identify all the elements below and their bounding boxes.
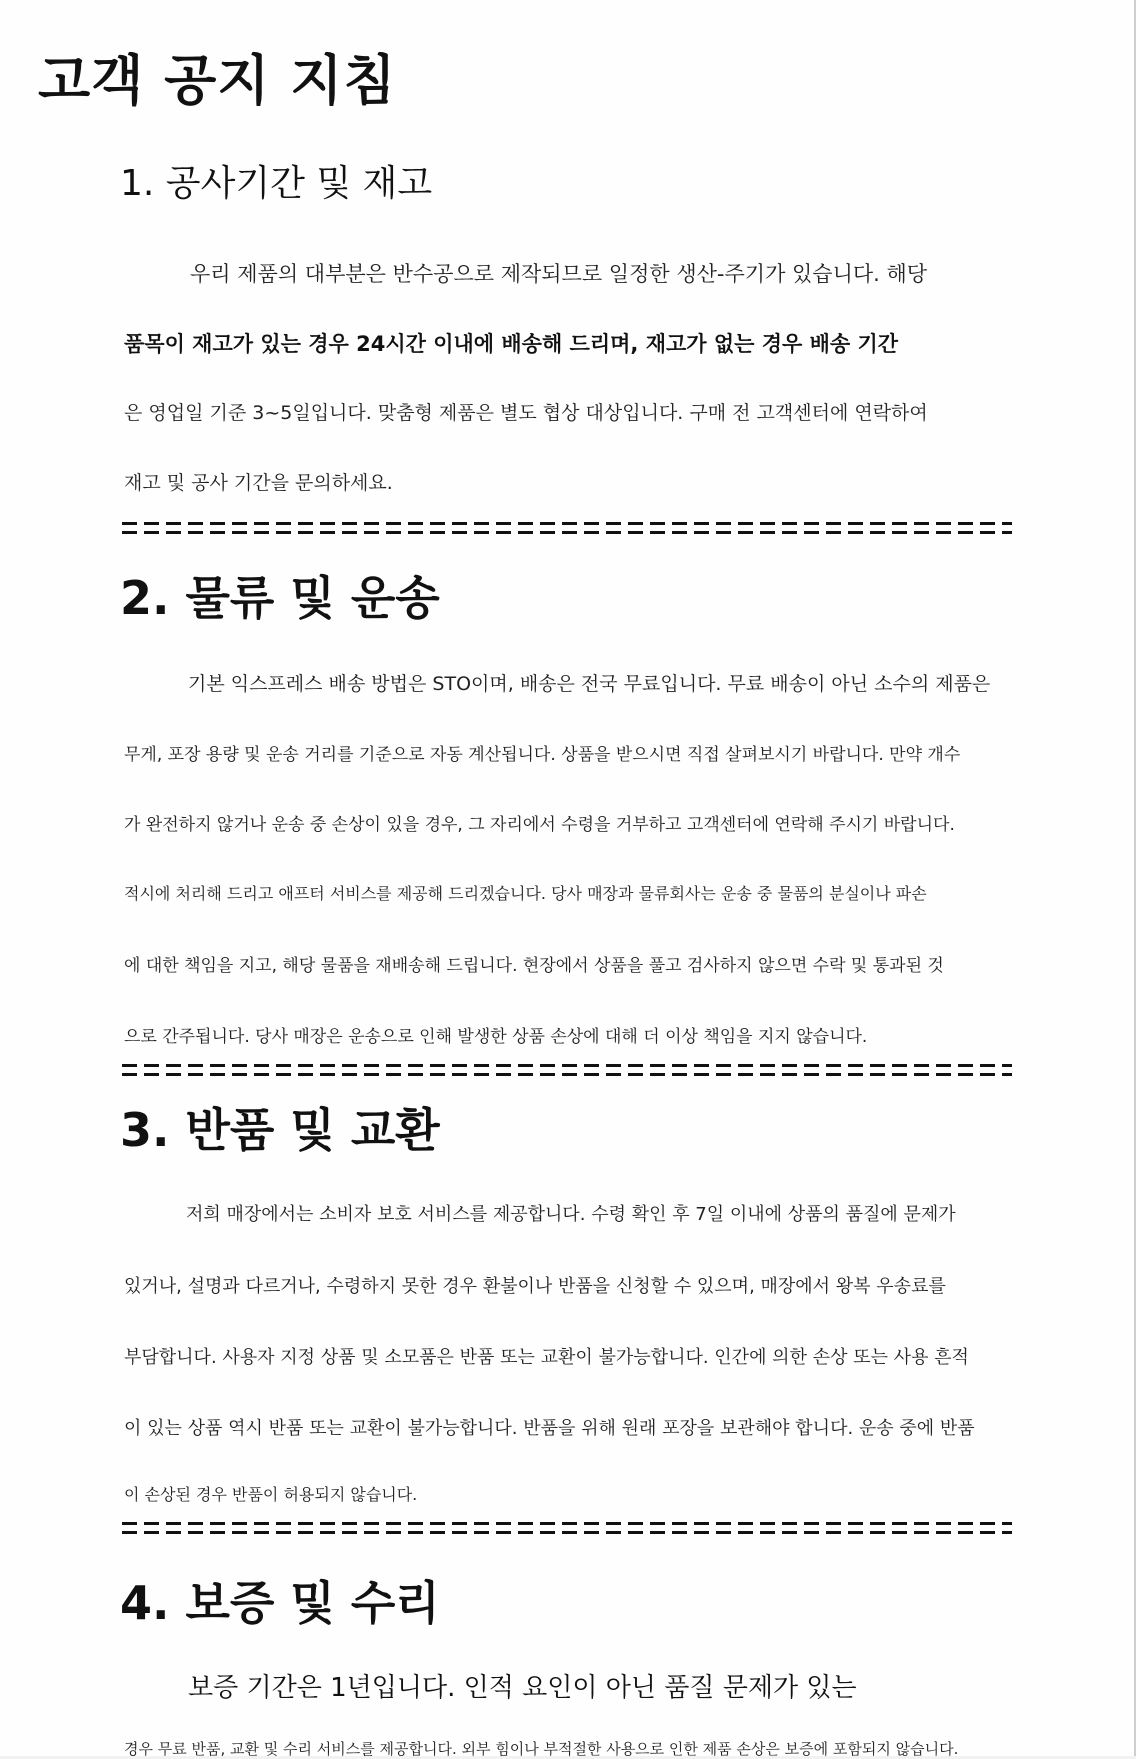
section-4-line: 경우 무료 반품, 교환 및 수리 서비스를 제공합니다. 외부 힘이나 부적절한 사용으로 인한 제품 손상은 보증에 포함되지 않습니다. (124, 1740, 959, 1758)
section-1-line: 재고 및 공사 기간을 문의하세요. (124, 472, 393, 494)
section-3-line: 있거나, 설명과 다르거나, 수령하지 못한 경우 환불이나 반품을 신청할 수 있으며, 매장에서 왕복 우송료를 (124, 1276, 946, 1297)
section-4-line: 보증 기간은 1년입니다. 인적 요인이 아닌 품질 문제가 있는 (188, 1673, 857, 1703)
section-3-line: 이 손상된 경우 반품이 허용되지 않습니다. (124, 1485, 418, 1504)
page-title: 고객 공지 지침 (38, 49, 397, 112)
section-divider (122, 1522, 1012, 1536)
section-3-line: 이 있는 상품 역시 반품 또는 교환이 불가능합니다. 반품을 위해 원래 포장을 보관해야 합니다. 운송 중에 반품 (124, 1418, 975, 1439)
section-3-line: 부담합니다. 사용자 지정 상품 및 소모품은 반품 또는 교환이 불가능합니다. 인간에 의한 손상 또는 사용 흔적 (124, 1347, 969, 1368)
section-2-line: 적시에 처리해 드리고 애프터 서비스를 제공해 드리겠습니다. 당사 매장과 물류회사는 운송 중 물품의 분실이나 파손 (124, 884, 927, 903)
section-2-line: 기본 익스프레스 배송 방법은 STO이며, 배송은 전국 무료입니다. 무료 배송이 아닌 소수의 제품은 (188, 673, 991, 695)
section-1-heading: 1. 공사기간 및 재고 (120, 163, 433, 204)
section-1-line: 은 영업일 기준 3~5일입니다. 맞춤형 제품은 별도 협상 대상입니다. 구매 전 고객센터에 연락하여 (124, 402, 928, 424)
section-1-line: 우리 제품의 대부분은 반수공으로 제작되므로 일정한 생산-주기가 있습니다. 해당 (190, 262, 928, 286)
section-2-line: 으로 간주됩니다. 당사 매장은 운송으로 인해 발생한 상품 손상에 대해 더 이상 책임을 지지 않습니다. (124, 1027, 868, 1047)
section-3-line: 저희 매장에서는 소비자 보호 서비스를 제공합니다. 수령 확인 후 7일 이내에 상품의 품질에 문제가 (186, 1204, 956, 1225)
section-divider (122, 1064, 1012, 1078)
section-3-heading: 3. 반품 및 교환 (120, 1103, 440, 1157)
section-divider (122, 522, 1012, 536)
section-2-line: 무게, 포장 용량 및 운송 거리를 기준으로 자동 계산됩니다. 상품을 받으시면 직접 살펴보시기 바랍니다. 만약 개수 (124, 745, 961, 765)
section-4-heading: 4. 보증 및 수리 (120, 1576, 440, 1630)
section-2-line: 에 대한 책임을 지고, 해당 물품을 재배송해 드립니다. 현장에서 상품을 풀고 검사하지 않으면 수락 및 통과된 것 (124, 956, 944, 976)
section-2-line: 가 완전하지 않거나 운송 중 손상이 있을 경우, 그 자리에서 수령을 거부하고 고객센터에 연락해 주시기 바랍니다. (124, 815, 955, 835)
section-1-line: 품목이 재고가 있는 경우 24시간 이내에 배송해 드리며, 재고가 없는 경우 배송 기간 (124, 332, 899, 356)
section-2-heading: 2. 물류 및 운송 (120, 571, 440, 625)
